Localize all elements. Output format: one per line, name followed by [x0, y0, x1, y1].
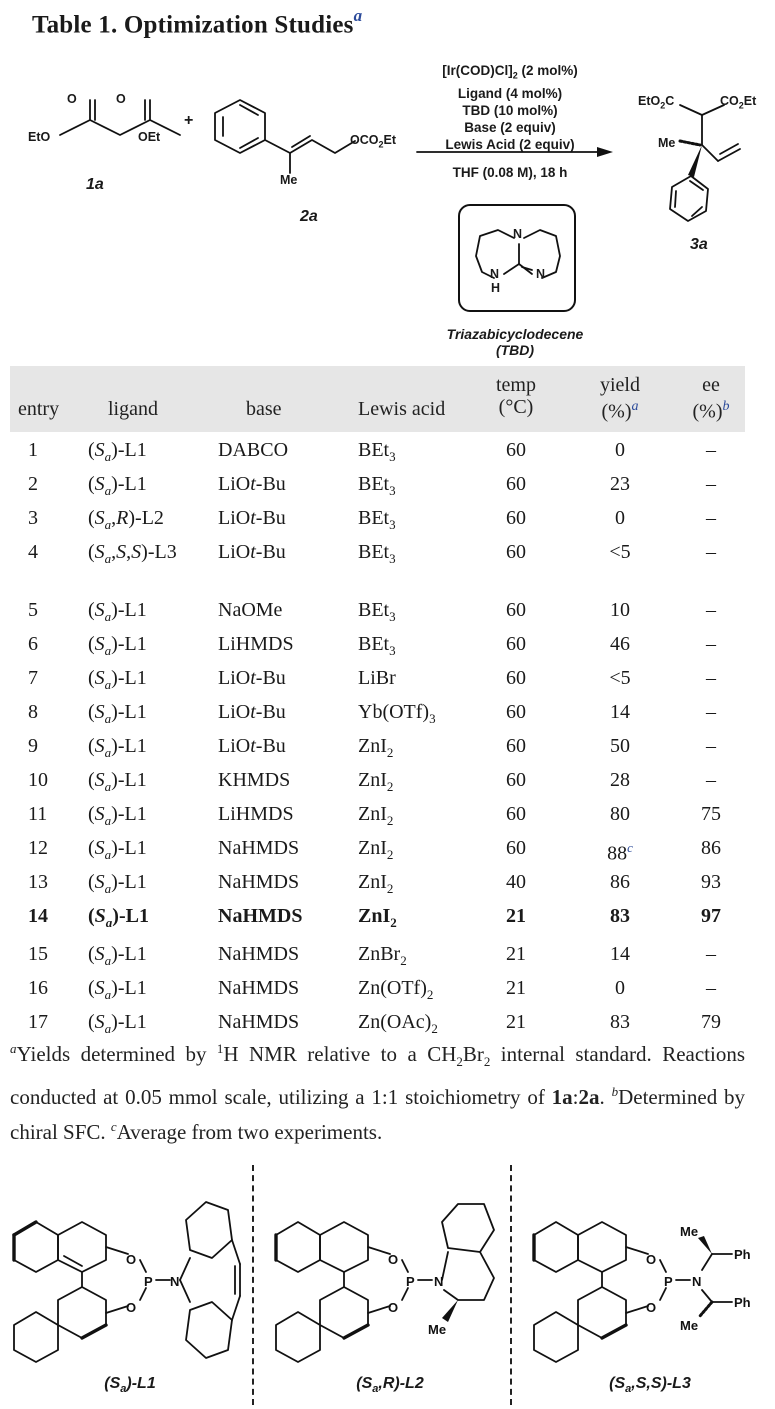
cell-ligand: $(S_a)-L1$ — [88, 803, 147, 828]
cell-entry: 2 — [28, 473, 38, 495]
cell-base: NaHMDS — [218, 977, 300, 999]
cell-lewis-acid: BEt$_3$ — [358, 541, 396, 566]
cell-ee: – — [706, 943, 716, 965]
cell-base: NaHMDS — [218, 905, 303, 927]
footnote-mark-b: b — [611, 1084, 619, 1100]
cell-ligand: $(S_a)-L1$ — [88, 977, 147, 1002]
cell-yield: <5 — [609, 667, 631, 689]
table-row — [10, 626, 745, 660]
group-Me: Me — [658, 136, 676, 150]
table-row — [10, 970, 745, 1004]
atom-H: H — [491, 281, 501, 295]
footnote-mark-c: c — [627, 840, 633, 855]
cell-ligand: $(S_a,R)-L2$ — [88, 507, 164, 532]
cell-entry: 12 — [28, 837, 48, 859]
cell-temp: 60 — [506, 803, 526, 825]
cell-ee: 75 — [701, 803, 721, 825]
group-CO2Et: $CO_2Et$ — [720, 94, 757, 111]
cell-lewis-acid: BEt$_3$ — [358, 633, 396, 658]
cell-ee: – — [706, 633, 716, 655]
tbd-full-name: Triazabicyclodecene — [446, 326, 584, 342]
compound-label-1a: 1a — [86, 176, 104, 193]
group-Me: Me — [680, 1318, 699, 1333]
cell-temp: 60 — [506, 507, 526, 529]
cell-ligand: $(S_a)-L1$ — [88, 667, 147, 692]
header-yield-line1: yield — [600, 374, 640, 396]
cell-base: LiOt-Bu — [218, 735, 286, 757]
group-OCO2Et: $OCO_2Et$ — [350, 133, 396, 150]
cell-lewis-acid: BEt$_3$ — [358, 507, 396, 532]
cell-yield: 83 — [610, 905, 630, 927]
cell-lewis-acid: $Zn(OTf)_2$ — [358, 977, 434, 1002]
cell-ee: – — [706, 667, 716, 689]
dibenzazepine — [180, 1202, 240, 1358]
cell-ee: – — [706, 769, 716, 791]
cell-ee: – — [706, 735, 716, 757]
cell-lewis-acid: ZnI$_2$ — [358, 871, 394, 896]
cell-temp: 60 — [506, 667, 526, 689]
cell-base: NaHMDS — [218, 837, 300, 859]
cell-lewis-acid: ZnI$_2$ — [358, 837, 394, 862]
cell-ee: – — [706, 473, 716, 495]
cell-ligand: $(S_a)-L1$ — [88, 599, 147, 624]
cell-temp: 21 — [506, 905, 526, 927]
cell-temp: 40 — [506, 871, 526, 893]
svg-text:P: P — [406, 1274, 415, 1289]
table-row — [10, 864, 745, 898]
cell-ligand: $(S_a)-L1$ — [88, 943, 147, 968]
header-entry: entry — [18, 398, 60, 420]
cell-entry: 10 — [28, 769, 48, 791]
cell-temp: 60 — [506, 769, 526, 791]
cell-entry: 11 — [28, 803, 48, 825]
cell-ligand: $(S_a)-L1$ — [88, 837, 147, 862]
cell-entry: 3 — [28, 507, 38, 529]
cell-yield: 83 — [610, 1011, 630, 1033]
cell-entry: 1 — [28, 439, 38, 461]
footnote-b-text: Determined by chiral SFC. — [10, 1085, 746, 1145]
cell-yield: 23 — [610, 473, 630, 495]
cell-base: DABCO — [218, 439, 289, 461]
cell-yield: 0 — [615, 507, 625, 529]
table-row — [10, 728, 745, 762]
header-ee-line1: ee — [702, 374, 720, 396]
table-row — [10, 1004, 745, 1038]
compound-label-2a: 2a — [300, 208, 318, 225]
cell-entry: 6 — [28, 633, 38, 655]
ligand-L3-structure — [520, 1160, 775, 1370]
cell-entry: 15 — [28, 943, 48, 965]
cell-base: LiOt-Bu — [218, 507, 286, 529]
product-3a-structure — [640, 95, 770, 215]
cell-entry: 17 — [28, 1011, 48, 1033]
footnote-mark-c: c — [110, 1119, 117, 1135]
cell-yield: 0 — [615, 977, 625, 999]
atom-N: N — [536, 267, 546, 281]
cell-yield: 86 — [610, 871, 630, 893]
header-temp-line1: temp — [496, 374, 536, 396]
cell-base: NaHMDS — [218, 1011, 300, 1033]
condition-ligand: Ligand (4 mol%) — [457, 85, 563, 101]
tbd-abbreviation: (TBD) — [495, 342, 535, 358]
cell-temp: 60 — [506, 439, 526, 461]
table-row — [10, 936, 745, 970]
cell-ligand: $(S_a)-L1$ — [88, 701, 147, 726]
table-header — [10, 366, 745, 432]
cell-entry: 9 — [28, 735, 38, 757]
cell-ee: 93 — [701, 871, 721, 893]
footnote-mark-b: b — [722, 399, 730, 414]
atom-O: O — [126, 1252, 137, 1267]
table-row — [10, 762, 745, 796]
ligand-label-L3: $(S_a,S,S)-L3$ — [609, 1375, 691, 1396]
cell-base: NaHMDS — [218, 871, 300, 893]
table-row — [10, 830, 745, 864]
header-yield — [590, 374, 650, 423]
group-EtO: EtO — [28, 130, 51, 144]
ligand-label-L1: $(S_a)-L1$ — [104, 1375, 156, 1396]
condition-base: Base (2 equiv) — [464, 119, 556, 135]
cell-base: LiOt-Bu — [218, 701, 286, 723]
cell-ligand: $(S_a)-L1$ — [88, 769, 147, 794]
cell-yield: 28 — [610, 769, 630, 791]
table-body — [10, 432, 745, 1038]
group-EtO2C: EtO$_2$C — [638, 94, 675, 111]
cell-entry: 5 — [28, 599, 38, 621]
header-ee — [686, 374, 736, 423]
cell-temp: 60 — [506, 837, 526, 859]
cell-lewis-acid: ZnBr$_2$ — [358, 943, 407, 968]
cell-ligand: $(S_a,S,S)-L3$ — [88, 541, 177, 566]
atom-O: O — [116, 92, 126, 106]
table-title — [32, 8, 362, 39]
stereo-hash — [680, 141, 700, 145]
cell-base: NaHMDS — [218, 943, 300, 965]
svg-text:O: O — [388, 1252, 399, 1267]
table-row — [10, 432, 745, 466]
cell-yield: 14 — [610, 701, 630, 723]
header-temp-line2: (°C) — [498, 396, 534, 418]
cell-temp: 21 — [506, 1011, 526, 1033]
cell-lewis-acid: BEt$_3$ — [358, 473, 396, 498]
table-row — [10, 694, 745, 728]
footnote-mark-a: a — [631, 399, 639, 414]
ligand-label-L2: $(S_a,R)-L2$ — [356, 1375, 424, 1396]
table-footnotes — [10, 1034, 745, 1147]
table-row — [10, 466, 745, 500]
cell-base: NaOMe — [218, 599, 283, 621]
cell-base: LiOt-Bu — [218, 541, 286, 563]
atom-N: N — [170, 1274, 180, 1289]
header-base: base — [246, 398, 282, 420]
cell-temp: 60 — [506, 599, 526, 621]
tetrahydroquinoline — [442, 1204, 494, 1322]
cell-lewis-acid: $Zn(OAc)_2$ — [358, 1011, 438, 1036]
cell-yield: 50 — [610, 735, 630, 757]
cell-ee: 79 — [701, 1011, 721, 1033]
cell-yield: 10 — [610, 599, 630, 621]
table-row — [10, 534, 745, 592]
ligand-divider — [252, 1165, 254, 1405]
cell-temp: 60 — [506, 541, 526, 563]
cell-temp: 21 — [506, 977, 526, 999]
svg-text:N: N — [434, 1274, 444, 1289]
cell-base: LiOt-Bu — [218, 667, 286, 689]
cell-entry: 4 — [28, 541, 38, 563]
cell-temp: 21 — [506, 943, 526, 965]
cell-temp: 60 — [506, 701, 526, 723]
cell-ligand: $(S_a)-L1$ — [88, 905, 149, 930]
cell-temp: 60 — [506, 473, 526, 495]
footnote-mark-a: a — [10, 1041, 17, 1056]
cell-yield: 46 — [610, 633, 630, 655]
binaphthyl-lower — [14, 1272, 106, 1362]
group-Ph: Ph — [734, 1247, 751, 1262]
svg-text:O: O — [646, 1300, 657, 1315]
svg-text:O: O — [388, 1300, 399, 1315]
cell-ligand: $(S_a)-L1$ — [88, 735, 147, 760]
table-row — [10, 500, 745, 534]
tbd-name — [400, 326, 630, 358]
ligand-L1-structure — [0, 1160, 260, 1370]
cell-lewis-acid: BEt$_3$ — [358, 439, 396, 464]
cell-ee: 86 — [701, 837, 721, 859]
condition-tbd: TBD (10 mol%) — [462, 102, 558, 118]
binaphthyl-upper — [14, 1222, 106, 1272]
group-Me: Me — [280, 173, 298, 187]
cell-base: LiHMDS — [218, 803, 294, 825]
cell-base: LiOt-Bu — [218, 473, 286, 495]
header-ligand: ligand — [108, 398, 158, 420]
svg-text:N: N — [692, 1274, 702, 1289]
cell-yield: 0 — [615, 439, 625, 461]
cell-lewis-acid: ZnI$_2$ — [358, 735, 394, 760]
header-lewis-acid: Lewis acid — [358, 398, 446, 420]
title-footnote-mark: a — [353, 6, 363, 25]
cell-yield: <5 — [609, 541, 631, 563]
atom-P: P — [144, 1274, 153, 1289]
cell-entry: 13 — [28, 871, 48, 893]
footnote-a-text: Yields determined by $^1$H NMR relative to a $CH_2Br_2$ internal standard. Reactions conducted at 0.05 mmol scale, utilizing a 1:1 stoichiometry of 1a:2a. — [10, 1041, 746, 1110]
group-OEt: OEt — [138, 130, 161, 144]
cell-entry: 16 — [28, 977, 48, 999]
cell-ee: – — [706, 439, 716, 461]
cell-yield: 80 — [610, 803, 630, 825]
ligand-divider — [510, 1165, 512, 1405]
cell-base: LiHMDS — [218, 633, 294, 655]
cell-ee: – — [706, 977, 716, 999]
table-row — [10, 898, 745, 936]
cell-entry: 8 — [28, 701, 38, 723]
cell-temp: 60 — [506, 735, 526, 757]
cell-ee: – — [706, 599, 716, 621]
cell-ee: – — [706, 701, 716, 723]
footnote-c-text: Average from two experiments. — [116, 1120, 383, 1145]
group-Me: Me — [680, 1224, 699, 1239]
atom-O: O — [67, 92, 77, 106]
stereo-wedge — [688, 145, 702, 177]
table-row — [10, 796, 745, 830]
cell-lewis-acid: BEt$_3$ — [358, 599, 396, 624]
cell-entry: 14 — [28, 905, 48, 927]
header-yield-line2: (%)$^a$ — [601, 399, 639, 423]
table-row — [10, 660, 745, 694]
cell-temp: 60 — [506, 633, 526, 655]
table-title-text: Table 1. Optimization Studies — [32, 11, 354, 39]
alkene-chain — [265, 140, 355, 153]
header-ee-line2: (%)$^b$ — [692, 399, 730, 423]
table-row — [10, 592, 745, 626]
malonate-backbone — [60, 120, 180, 135]
cell-ligand: $(S_a)-L1$ — [88, 871, 147, 896]
reaction-conditions-above — [410, 62, 610, 153]
atom-N: N — [513, 227, 523, 241]
cell-yield: 14 — [610, 943, 630, 965]
plus-sign: + — [184, 112, 194, 129]
cell-ee: – — [706, 507, 716, 529]
ligand-L2-structure — [262, 1160, 512, 1370]
condition-catalyst: $[Ir(COD)Cl]_2$ (2 mol%) — [442, 63, 578, 81]
cell-lewis-acid: ZnI$_2$ — [358, 769, 394, 794]
cell-entry: 7 — [28, 667, 38, 689]
atom-O: O — [126, 1300, 137, 1315]
group-Me: Me — [428, 1322, 447, 1337]
cell-ee: 97 — [701, 905, 721, 927]
cell-lewis-acid: LiBr — [358, 667, 396, 689]
header-temp — [486, 374, 546, 418]
optimization-table — [10, 366, 745, 1038]
cell-ligand: $(S_a)-L1$ — [88, 1011, 147, 1036]
cell-ligand: $(S_a)-L1$ — [88, 633, 147, 658]
atom-N: N — [490, 267, 500, 281]
reaction-arrow — [415, 146, 615, 158]
svg-text:O: O — [646, 1252, 657, 1267]
compound-label-3a: 3a — [690, 236, 708, 253]
cell-lewis-acid: ZnI$_2$ — [358, 905, 397, 930]
reactant-1a-structure — [20, 90, 180, 160]
cell-ligand: $(S_a)-L1$ — [88, 473, 147, 498]
condition-solvent: THF (0.08 M), 18 h — [452, 165, 568, 180]
cell-yield: 88$^c$ — [607, 840, 633, 865]
cell-base: KHMDS — [218, 769, 291, 791]
cell-lewis-acid: ZnI$_2$ — [358, 803, 394, 828]
cell-lewis-acid: $Yb(OTf)_3$ — [358, 701, 436, 726]
group-Ph: Ph — [734, 1295, 751, 1310]
svg-text:P: P — [664, 1274, 673, 1289]
condition-lewis-acid: Lewis Acid (2 equiv) — [445, 136, 575, 152]
cell-ligand: $(S_a)-L1$ — [88, 439, 147, 464]
cell-ee: – — [706, 541, 716, 563]
